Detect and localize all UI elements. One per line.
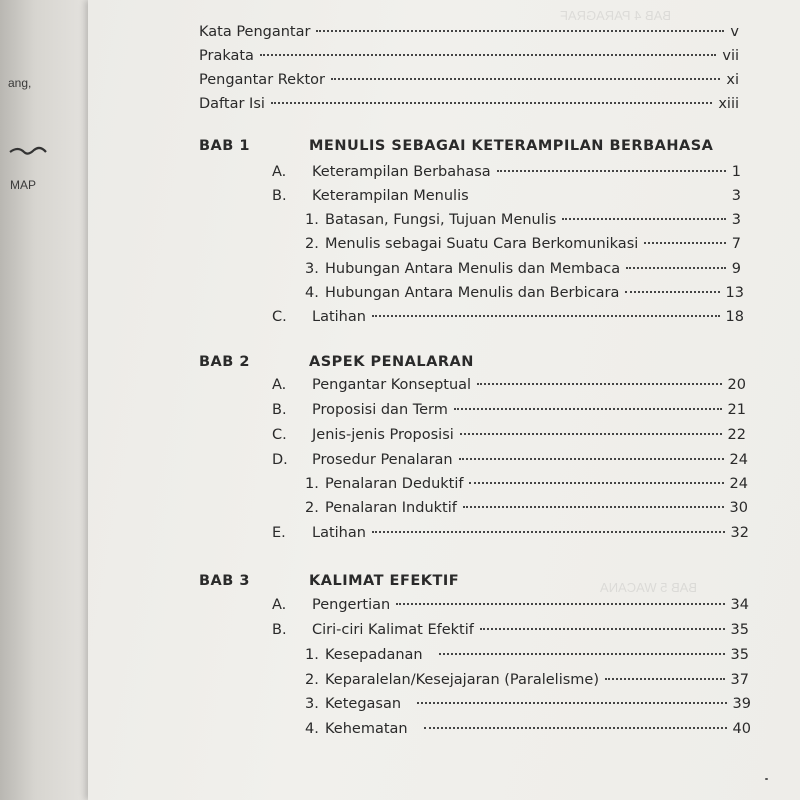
toc-entry-page: 32	[730, 525, 749, 541]
toc-entry-label: Penalaran Deduktif	[325, 476, 464, 492]
left-page-fragment: ang,	[8, 76, 32, 90]
dot-leader	[605, 678, 725, 680]
toc-entry-page: 24	[729, 476, 748, 492]
toc-entry-number: 4.	[305, 721, 319, 737]
paper-speck	[765, 778, 768, 780]
toc-entry[interactable]	[272, 523, 749, 543]
dot-leader	[477, 383, 721, 385]
chapter-heading[interactable]	[199, 138, 713, 154]
toc-entry-number: 1.	[305, 476, 319, 492]
toc-entry-page: 21	[727, 402, 746, 418]
dot-leader	[460, 433, 722, 435]
toc-entry-number: B.	[272, 622, 287, 638]
toc-entry-number: B.	[272, 188, 287, 204]
toc-entry[interactable]	[305, 474, 748, 494]
toc-entry-label: Keparalelan/Kesejajaran (Paralelisme)	[325, 672, 599, 688]
toc-entry-page: 20	[727, 377, 746, 393]
toc-entry-number: 1.	[305, 647, 319, 663]
toc-entry-label: Latihan	[312, 309, 366, 325]
dot-leader	[480, 628, 725, 630]
toc-entry[interactable]	[199, 22, 739, 42]
dot-leader	[439, 653, 725, 655]
dot-leader	[260, 54, 716, 56]
dot-leader	[417, 702, 727, 704]
dot-leader	[562, 218, 725, 220]
toc-entry-page: 13	[725, 285, 744, 301]
toc-entry[interactable]	[305, 234, 741, 254]
toc-entry-label: Pengantar Konseptual	[312, 377, 472, 393]
toc-entry-label: Ciri-ciri Kalimat Efektif	[312, 622, 474, 638]
toc-entry-page: xi	[726, 72, 739, 88]
toc-entry[interactable]	[305, 259, 741, 279]
toc-entry-page: 34	[730, 597, 749, 613]
chapter-heading[interactable]	[199, 354, 474, 370]
toc-entry[interactable]	[272, 375, 746, 395]
left-page-fragment: MAP	[10, 178, 37, 192]
toc-entry[interactable]	[305, 498, 748, 518]
toc-entry-label: Hubungan Antara Menulis dan Membaca	[325, 261, 621, 277]
chapter-heading[interactable]	[199, 573, 459, 589]
toc-entry-label: Proposisi dan Term	[312, 402, 448, 418]
toc-entry-label: Jenis-jenis Proposisi	[312, 427, 454, 443]
dot-leader	[372, 531, 725, 533]
dot-leader	[331, 78, 720, 80]
toc-entry-label: Prosedur Penalaran	[312, 452, 453, 468]
chapter-title: MENULIS SEBAGAI KETERAMPILAN BERBAHASA	[309, 138, 714, 154]
dot-leader	[316, 30, 724, 32]
toc-entry-number: 2.	[305, 236, 319, 252]
toc-entry-number: 1.	[305, 212, 319, 228]
dot-leader	[271, 102, 712, 104]
dot-leader	[372, 315, 720, 317]
toc-entry-label: Kehematan	[325, 721, 408, 737]
toc-entry-page: 24	[729, 452, 748, 468]
toc-entry-number: E.	[272, 525, 286, 541]
chapter-number: BAB 2	[199, 354, 250, 370]
toc-entry[interactable]	[272, 186, 741, 206]
toc-entry[interactable]	[272, 162, 741, 182]
toc-entry-number: D.	[272, 452, 288, 468]
toc-entry-number: C.	[272, 309, 287, 325]
toc-entry-label: Hubungan Antara Menulis dan Berbicara	[325, 285, 620, 301]
toc-entry-label: Kesepadanan	[325, 647, 423, 663]
toc-entry-page: 3	[731, 212, 741, 228]
toc-entry[interactable]	[272, 620, 749, 640]
toc-entry-label: Daftar Isi	[199, 96, 265, 112]
toc-entry[interactable]	[305, 645, 749, 665]
toc-entry-label: Pengantar Rektor	[199, 72, 326, 88]
toc-entry-label: Keterampilan Berbahasa	[312, 164, 491, 180]
toc-entry-page: 30	[729, 500, 748, 516]
toc-entry[interactable]	[199, 94, 739, 114]
toc-entry-label: Ketegasan	[325, 696, 402, 712]
toc-entry-page: 7	[731, 236, 741, 252]
toc-entry-page: v	[730, 24, 739, 40]
toc-entry-page: 37	[730, 672, 749, 688]
toc-entry-page: vii	[722, 48, 739, 64]
toc-entry[interactable]	[272, 425, 746, 445]
toc-entry-page: 35	[730, 622, 749, 638]
toc-entry-page: 9	[731, 261, 741, 277]
chapter-title: ASPEK PENALARAN	[309, 354, 474, 370]
dot-leader	[625, 291, 719, 293]
toc-entry-page: 35	[730, 647, 749, 663]
toc-entry[interactable]	[199, 70, 739, 90]
show-through-text: BAB 4 PARAGRAF	[560, 8, 672, 23]
toc-entry-label: Kata Pengantar	[199, 24, 311, 40]
toc-entry[interactable]	[272, 400, 746, 420]
toc-entry[interactable]	[305, 719, 751, 739]
toc-entry-label: Batasan, Fungsi, Tujuan Menulis	[325, 212, 557, 228]
toc-entry[interactable]	[305, 210, 741, 230]
dot-leader	[424, 727, 727, 729]
toc-entry-number: B.	[272, 402, 287, 418]
toc-entry-page: 18	[725, 309, 744, 325]
toc-entry-number: 3.	[305, 261, 319, 277]
toc-entry-label: Prakata	[199, 48, 254, 64]
show-through-text: BAB 5 WACANA	[600, 580, 698, 595]
toc-entry[interactable]	[272, 450, 748, 470]
toc-entry[interactable]	[272, 595, 749, 615]
chapter-title: KALIMAT EFEKTIF	[309, 573, 460, 589]
dot-leader	[463, 506, 724, 508]
dot-leader	[475, 194, 726, 196]
dot-leader	[459, 458, 724, 460]
toc-entry-number: A.	[272, 377, 287, 393]
dot-leader	[396, 603, 724, 605]
toc-entry-label: Keterampilan Menulis	[312, 188, 469, 204]
dot-leader	[454, 408, 722, 410]
toc-entry[interactable]	[305, 694, 751, 714]
toc-entry-number: 3.	[305, 696, 319, 712]
toc-entry-number: C.	[272, 427, 287, 443]
toc-entry-page: 1	[731, 164, 741, 180]
toc-entry-number: 2.	[305, 500, 319, 516]
toc-entry-number: 2.	[305, 672, 319, 688]
toc-entry-page: 39	[732, 696, 751, 712]
dot-leader	[497, 170, 726, 172]
dot-leader	[644, 242, 725, 244]
toc-entry-page: 3	[731, 188, 741, 204]
toc-entry-label: Penalaran Induktif	[325, 500, 457, 516]
dot-leader	[469, 482, 723, 484]
toc-entry[interactable]	[272, 307, 744, 327]
toc-entry-label: Pengertian	[312, 597, 391, 613]
chapter-number: BAB 1	[199, 138, 250, 154]
left-page	[0, 0, 88, 800]
toc-entry-number: 4.	[305, 285, 319, 301]
toc-entry-label: Menulis sebagai Suatu Cara Berkomunikasi	[325, 236, 639, 252]
dot-leader	[626, 267, 726, 269]
toc-entry-page: xiii	[718, 96, 739, 112]
toc-entry[interactable]	[199, 46, 739, 66]
toc-entry[interactable]	[305, 670, 749, 690]
toc-entry-page: 40	[732, 721, 751, 737]
toc-entry[interactable]	[305, 283, 744, 303]
toc-entry-page: 22	[727, 427, 746, 443]
chapter-number: BAB 3	[199, 573, 250, 589]
toc-entry-number: A.	[272, 597, 287, 613]
toc-entry-number: A.	[272, 164, 287, 180]
toc-entry-label: Latihan	[312, 525, 366, 541]
